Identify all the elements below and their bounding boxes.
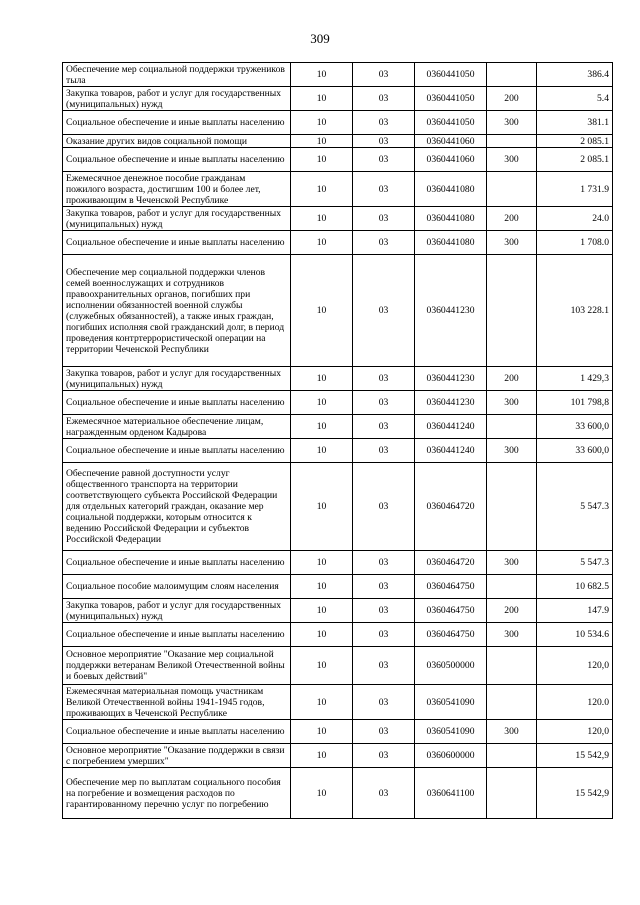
row-target-article: 0360541090	[415, 685, 487, 720]
row-expense-type	[487, 575, 537, 599]
row-subsection: 03	[353, 63, 415, 87]
page-number: 309	[310, 31, 330, 46]
row-name: Ежемесячное материальное обеспечение лицам, награжденным орденом Кадырова	[63, 415, 291, 439]
row-name: Социальное обеспечение и иные выплаты населению	[63, 111, 291, 135]
row-amount: 1 708.0	[537, 231, 613, 255]
table-row	[63, 63, 613, 87]
row-target-article: 0360464750	[415, 599, 487, 623]
table-row	[63, 768, 613, 819]
row-section: 10	[291, 148, 353, 172]
row-name: Закупка товаров, работ и услуг для государственных (муниципальных) нужд	[63, 207, 291, 231]
row-target-article: 0360441230	[415, 367, 487, 391]
row-section: 10	[291, 367, 353, 391]
table-row	[63, 744, 613, 768]
row-amount: 10 534.6	[537, 623, 613, 647]
row-amount: 2 085.1	[537, 148, 613, 172]
row-target-article: 0360641100	[415, 768, 487, 819]
row-expense-type: 200	[487, 599, 537, 623]
row-name: Закупка товаров, работ и услуг для государственных (муниципальных) нужд	[63, 599, 291, 623]
row-name: Социальное обеспечение и иные выплаты населению	[63, 551, 291, 575]
row-section: 10	[291, 720, 353, 744]
row-subsection: 03	[353, 255, 415, 367]
row-subsection: 03	[353, 599, 415, 623]
table-row	[63, 623, 613, 647]
row-amount: 33 600,0	[537, 415, 613, 439]
row-section: 10	[291, 135, 353, 148]
row-amount: 120,0	[537, 720, 613, 744]
row-name: Ежемесячная материальная помощь участникам Великой Отечественной войны 1941-1945 годов, проживающих в Чеченской Республике	[63, 685, 291, 720]
row-target-article: 0360441230	[415, 391, 487, 415]
row-name: Оказание других видов социальной помощи	[63, 135, 291, 148]
row-subsection: 03	[353, 744, 415, 768]
row-amount: 101 798,8	[537, 391, 613, 415]
table-row	[63, 575, 613, 599]
row-expense-type	[487, 463, 537, 551]
row-amount: 120.0	[537, 685, 613, 720]
row-name: Социальное пособие малоимущим слоям населения	[63, 575, 291, 599]
budget-table-body	[63, 63, 613, 819]
row-expense-type	[487, 63, 537, 87]
row-name: Социальное обеспечение и иные выплаты населению	[63, 623, 291, 647]
row-expense-type: 300	[487, 111, 537, 135]
row-expense-type: 200	[487, 207, 537, 231]
table-row	[63, 172, 613, 207]
row-target-article: 0360600000	[415, 744, 487, 768]
row-expense-type	[487, 744, 537, 768]
row-amount: 120,0	[537, 647, 613, 685]
table-row	[63, 415, 613, 439]
row-section: 10	[291, 231, 353, 255]
row-target-article: 0360441240	[415, 439, 487, 463]
row-subsection: 03	[353, 415, 415, 439]
row-subsection: 03	[353, 720, 415, 744]
row-subsection: 03	[353, 172, 415, 207]
row-expense-type: 200	[487, 87, 537, 111]
row-target-article: 0360441050	[415, 63, 487, 87]
budget-table	[62, 62, 613, 819]
row-amount: 1 731.9	[537, 172, 613, 207]
row-amount: 5 547.3	[537, 463, 613, 551]
row-section: 10	[291, 172, 353, 207]
row-expense-type	[487, 768, 537, 819]
row-amount: 15 542,9	[537, 768, 613, 819]
row-target-article: 0360441060	[415, 135, 487, 148]
table-row	[63, 111, 613, 135]
row-subsection: 03	[353, 207, 415, 231]
row-subsection: 03	[353, 623, 415, 647]
row-section: 10	[291, 551, 353, 575]
row-expense-type: 300	[487, 439, 537, 463]
row-amount: 15 542,9	[537, 744, 613, 768]
table-row	[63, 87, 613, 111]
row-subsection: 03	[353, 551, 415, 575]
row-section: 10	[291, 63, 353, 87]
row-name: Обеспечение равной доступности услуг общественного транспорта на территории соответствующего субъекта Российской Федерации для отдельных категорий граждан, оказание мер социальной поддержки, которым относится к ведению Российской Федерации и субъектов Российской Федерации	[63, 463, 291, 551]
row-expense-type	[487, 685, 537, 720]
row-name: Закупка товаров, работ и услуг для государственных (муниципальных) нужд	[63, 87, 291, 111]
row-amount: 2 085.1	[537, 135, 613, 148]
row-target-article: 0360441050	[415, 87, 487, 111]
row-subsection: 03	[353, 231, 415, 255]
row-target-article: 0360541090	[415, 720, 487, 744]
row-section: 10	[291, 623, 353, 647]
row-target-article: 0360441080	[415, 231, 487, 255]
row-expense-type	[487, 172, 537, 207]
row-amount: 381.1	[537, 111, 613, 135]
row-section: 10	[291, 647, 353, 685]
row-section: 10	[291, 111, 353, 135]
row-name: Закупка товаров, работ и услуг для государственных (муниципальных) нужд	[63, 367, 291, 391]
table-row	[63, 439, 613, 463]
row-amount: 5 547.3	[537, 551, 613, 575]
row-expense-type: 300	[487, 720, 537, 744]
row-name: Обеспечение мер социальной поддержки тружеников тыла	[63, 63, 291, 87]
row-section: 10	[291, 685, 353, 720]
row-amount: 5.4	[537, 87, 613, 111]
table-row	[63, 463, 613, 551]
row-target-article: 0360441060	[415, 148, 487, 172]
row-section: 10	[291, 255, 353, 367]
row-subsection: 03	[353, 575, 415, 599]
table-row	[63, 367, 613, 391]
table-row	[63, 231, 613, 255]
row-expense-type	[487, 415, 537, 439]
row-subsection: 03	[353, 768, 415, 819]
row-name: Социальное обеспечение и иные выплаты населению	[63, 148, 291, 172]
row-expense-type: 200	[487, 367, 537, 391]
row-expense-type: 300	[487, 231, 537, 255]
row-target-article: 0360464750	[415, 575, 487, 599]
row-name: Ежемесячное денежное пособие гражданам пожилого возраста, достигшим 100 и более лет, проживающим в Чеченской Республике	[63, 172, 291, 207]
row-subsection: 03	[353, 135, 415, 148]
row-section: 10	[291, 415, 353, 439]
row-expense-type: 300	[487, 148, 537, 172]
row-target-article: 0360464750	[415, 623, 487, 647]
row-section: 10	[291, 87, 353, 111]
row-amount: 24.0	[537, 207, 613, 231]
row-name: Социальное обеспечение и иные выплаты населению	[63, 439, 291, 463]
row-expense-type	[487, 135, 537, 148]
row-name: Обеспечение мер по выплатам социального пособия на погребение и возмещения расходов по гарантированному перечню услуг по погребению	[63, 768, 291, 819]
table-row	[63, 599, 613, 623]
row-target-article: 0360441230	[415, 255, 487, 367]
row-amount: 147.9	[537, 599, 613, 623]
row-subsection: 03	[353, 685, 415, 720]
row-expense-type: 300	[487, 623, 537, 647]
table-row	[63, 685, 613, 720]
row-amount: 33 600,0	[537, 439, 613, 463]
row-target-article: 0360441050	[415, 111, 487, 135]
row-subsection: 03	[353, 111, 415, 135]
table-row	[63, 720, 613, 744]
table-row	[63, 148, 613, 172]
row-subsection: 03	[353, 463, 415, 551]
row-target-article: 0360500000	[415, 647, 487, 685]
row-target-article: 0360441080	[415, 172, 487, 207]
row-target-article: 0360441240	[415, 415, 487, 439]
row-section: 10	[291, 744, 353, 768]
row-expense-type: 300	[487, 551, 537, 575]
row-section: 10	[291, 391, 353, 415]
table-row	[63, 135, 613, 148]
row-target-article: 0360464720	[415, 551, 487, 575]
table-row	[63, 391, 613, 415]
row-subsection: 03	[353, 391, 415, 415]
row-section: 10	[291, 207, 353, 231]
table-row	[63, 255, 613, 367]
row-target-article: 0360464720	[415, 463, 487, 551]
row-target-article: 0360441080	[415, 207, 487, 231]
row-name: Социальное обеспечение и иные выплаты населению	[63, 720, 291, 744]
row-section: 10	[291, 463, 353, 551]
row-name: Социальное обеспечение и иные выплаты населению	[63, 391, 291, 415]
table-row	[63, 551, 613, 575]
row-subsection: 03	[353, 439, 415, 463]
row-amount: 103 228.1	[537, 255, 613, 367]
row-section: 10	[291, 575, 353, 599]
row-amount: 386.4	[537, 63, 613, 87]
row-expense-type: 300	[487, 391, 537, 415]
row-expense-type	[487, 255, 537, 367]
row-section: 10	[291, 768, 353, 819]
row-name: Основное мероприятие "Оказание поддержки в связи с погребением умерших"	[63, 744, 291, 768]
row-subsection: 03	[353, 87, 415, 111]
row-subsection: 03	[353, 647, 415, 685]
table-row	[63, 207, 613, 231]
row-name: Обеспечение мер социальной поддержки членов семей военнослужащих и сотрудников правоохранительных органов, погибших при исполнении обязанностей военной службы (служебных обязанностей), а также иных граждан, погибших исполняя свой гражданский долг, в период проведения контртеррористической операции на территории Чеченской Республики	[63, 255, 291, 367]
row-subsection: 03	[353, 148, 415, 172]
row-amount: 1 429,3	[537, 367, 613, 391]
row-section: 10	[291, 439, 353, 463]
row-amount: 10 682.5	[537, 575, 613, 599]
row-expense-type	[487, 647, 537, 685]
row-section: 10	[291, 599, 353, 623]
row-name: Социальное обеспечение и иные выплаты населению	[63, 231, 291, 255]
table-row	[63, 647, 613, 685]
row-name: Основное мероприятие "Оказание мер социальной поддержки ветеранам Великой Отечественной войны и боевых действий"	[63, 647, 291, 685]
row-subsection: 03	[353, 367, 415, 391]
